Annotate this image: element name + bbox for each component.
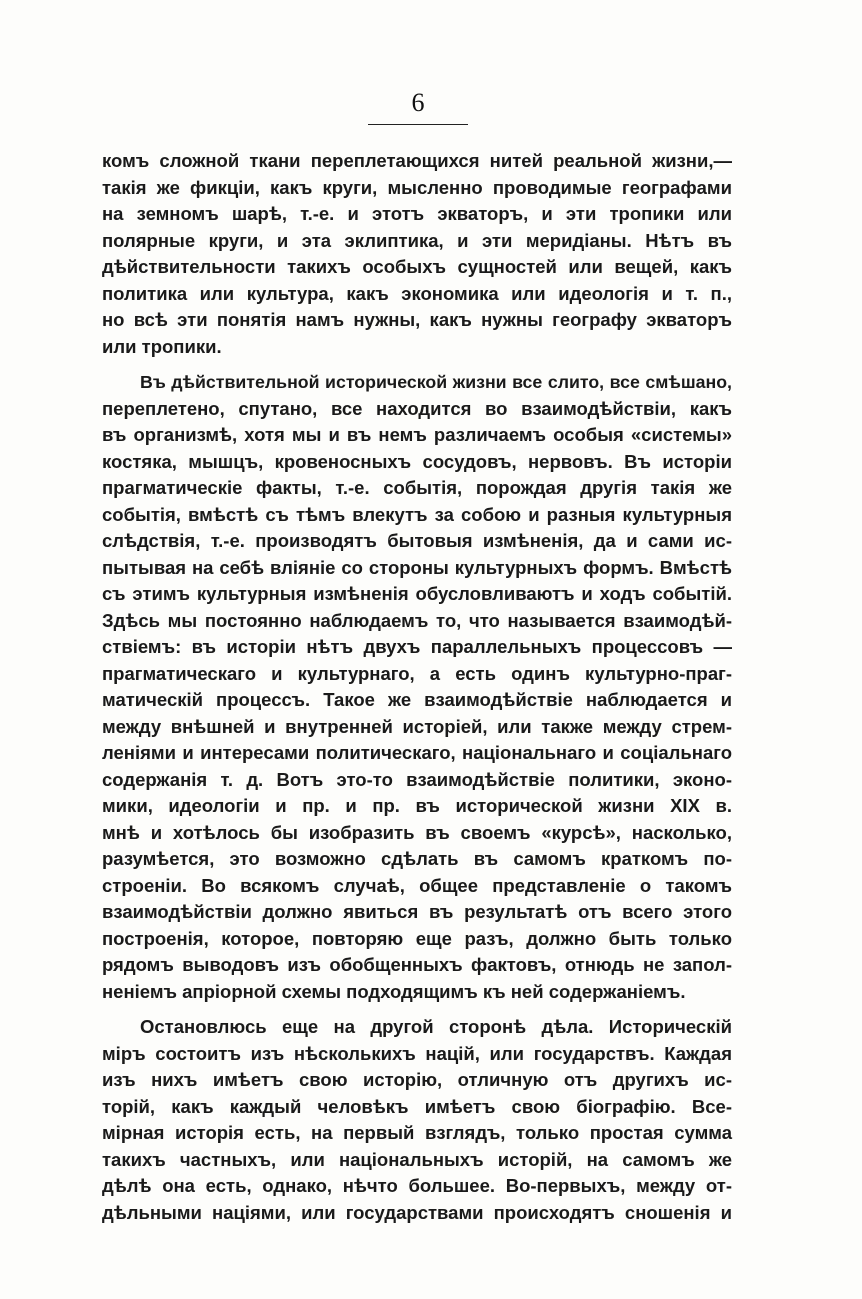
text-line: ствіемъ: въ исторіи нѣтъ двухъ параллельныхъ процессовъ — <box>102 636 732 657</box>
text-line: переплетено, спутано, все находится во взаимодѣйствіи, какъ <box>102 397 732 419</box>
text-line: событія, вмѣстѣ съ тѣмъ влекутъ за собою и разныя культурныя <box>102 503 732 525</box>
text-line: или тропики. <box>102 335 222 357</box>
text-line: слѣдствія, т.-е. производятъ бытовыя измѣненія, да и сами ис- <box>102 530 732 551</box>
text-line: строеніи. Во всякомъ случаѣ, общее представленіе о такомъ <box>102 874 732 896</box>
text-line: Остановлюсь еще на другой сторонѣ дѣла. Историческій <box>140 1016 732 1037</box>
paragraph-gap <box>102 360 732 369</box>
paragraph-2 <box>102 369 732 1005</box>
text-line: дѣлѣ она есть, однако, нѣчто большее. Во-первыхъ, между от- <box>102 1175 732 1196</box>
text-line: мики, идеологіи и пр. и пр. въ исторической жизни XIX в. <box>102 795 732 816</box>
text-line: содержанія т. д. Вотъ это-то взаимодѣйствіе политики, эконо- <box>102 768 732 790</box>
text-line: неніемъ апріорной схемы подходящимъ къ ней содержаніемъ. <box>102 980 686 1002</box>
paragraph-3 <box>102 1014 732 1226</box>
text-line: прагматическаго и культурнаго, а есть одинъ культурно-праг- <box>102 662 732 684</box>
text-line: съ этимъ культурныя измѣненія обусловливаютъ и ходъ событій. <box>102 583 732 604</box>
text-line: комъ сложной ткани переплетающихся нитей реальной жизни,— <box>102 150 732 171</box>
text-line: прагматическіе факты, т.-е. событія, порождая другія такія же <box>102 477 732 498</box>
text-line: рядомъ выводовъ изъ обобщенныхъ фактовъ, отнюдь не запол- <box>102 954 732 975</box>
page-number-rule <box>368 124 468 125</box>
text-line: костяка, мышцъ, кровеносныхъ сосудовъ, нервовъ. Въ исторіи <box>102 450 732 472</box>
text-line: въ организмѣ, хотя мы и въ немъ различаемъ особыя «системы» <box>102 424 732 445</box>
text-line: такія же фикціи, какъ круги, мысленно проводимые географами <box>102 176 732 198</box>
paragraph-1 <box>102 148 732 360</box>
text-line: пытывая на себѣ вліяніе со стороны культурныхъ формъ. Вмѣстѣ <box>102 556 732 578</box>
paragraph-gap <box>102 1005 732 1014</box>
text-line: но всѣ эти понятія намъ нужны, какъ нужны географу экваторъ <box>102 309 732 330</box>
text-line: Здѣсь мы постоянно наблюдаемъ то, что называется взаимодѣй- <box>102 609 732 631</box>
text-line: мнѣ и хотѣлось бы изобразить въ своемъ «курсѣ», насколько, <box>102 821 732 843</box>
text-line: изъ нихъ имѣетъ свою исторію, отличную отъ другихъ ис- <box>102 1069 732 1090</box>
text-line: Въ дѣйствительной исторической жизни все слито, все смѣшано, <box>140 372 732 392</box>
body-text <box>102 148 732 1226</box>
text-line: на земномъ шарѣ, т.-е. и этотъ экваторъ, и эти тропики или <box>102 203 732 224</box>
text-line: леніями и интересами политическаго, національнаго и соціальнаго <box>102 742 732 763</box>
text-line: матическій процессъ. Такое же взаимодѣйствіе наблюдается и <box>102 689 732 710</box>
text-line: дѣльными націями, или государствами происходятъ сношенія и <box>102 1201 732 1223</box>
text-line: дѣйствительности такихъ особыхъ сущностей или вещей, какъ <box>102 256 732 277</box>
text-line: торій, какъ каждый человѣкъ имѣетъ свою біографію. Все- <box>102 1095 732 1117</box>
text-line: разумѣется, это возможно сдѣлать въ самомъ краткомъ по- <box>102 848 732 869</box>
text-line: міръ состоитъ изъ нѣсколькихъ націй, или государствъ. Каждая <box>102 1042 732 1064</box>
text-line: между внѣшней и внутренней исторіей, или также между стрем- <box>102 715 732 737</box>
page-number: 6 <box>411 88 425 117</box>
text-line: полярные круги, и эта эклиптика, и эти меридіаны. Нѣтъ въ <box>102 229 732 251</box>
text-line: построенія, которое, повторяю еще разъ, должно быть только <box>102 927 732 949</box>
text-line: политика или культура, какъ экономика или идеологія и т. п., <box>102 282 732 304</box>
text-line: взаимодѣйствіи должно явиться въ результатѣ отъ всего этого <box>102 901 732 922</box>
text-line: такихъ частныхъ, или національныхъ исторій, на самомъ же <box>102 1148 732 1170</box>
text-line: мірная исторія есть, на первый взглядъ, только простая сумма <box>102 1122 732 1143</box>
